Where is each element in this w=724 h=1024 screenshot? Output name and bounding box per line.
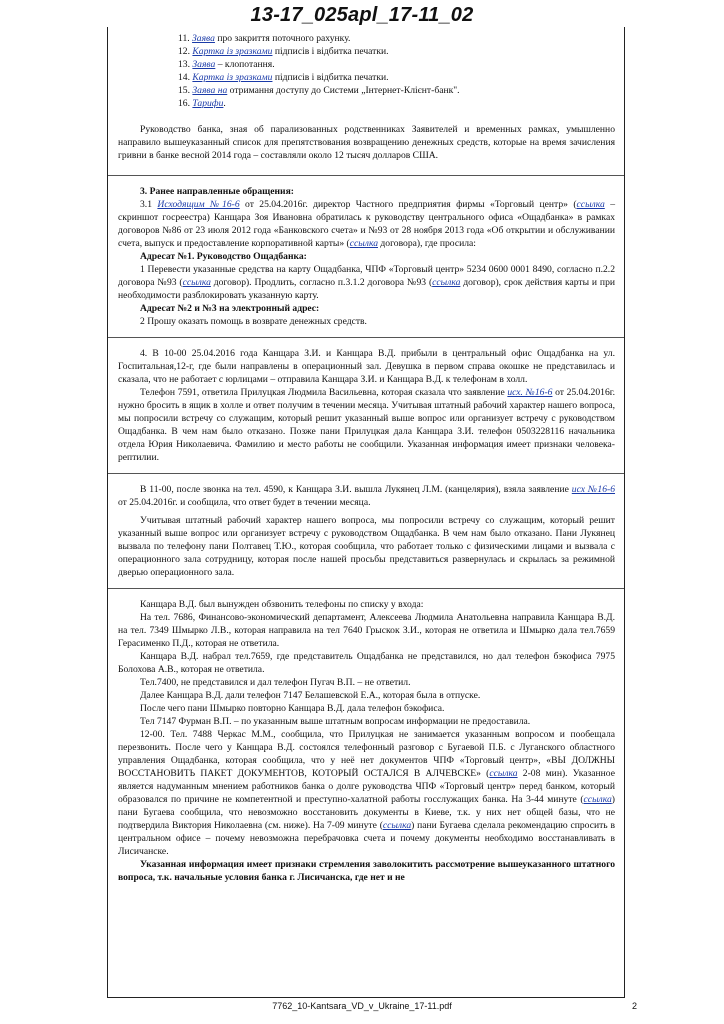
addressee-1: Адресат №1. Руководство Ощадбанка:	[140, 251, 307, 262]
list-item-number: 15.	[178, 85, 190, 96]
section4-paragraph-4: Учитывая штатный рабочий характер нашего вопроса, мы попросили встречу со служащим, который решит указанный выше вопрос или организует встречу с руководством Ощадбанка. В чем нам было отказано. Пани Лукянец вызвала по телефону пани Полтавец Т.Ю., которая сообщила, что работает только с физическими лицами и вызвала с операционного зала сотрудницу, которая после нашей просьбы представиться развернулась и скрылась за режимной дверью операционного зала.	[118, 515, 615, 578]
section3-paragraph-1: 3.1 Исходящим №16-6 от 25.04.2016г. директор Частного предприятия фирмы «Торговый центр» (ссылка – скриншот госреестра) Канщара Зоя Ивановна обратилась к руководству центрального офиса «Ощадбанка» в рамках договоров №86 от 23 июля 2012 года «Банковского счета» и №93 от 28 ноября 2013 года «Об открытии и обслуживании счета, выпуск и предоставление корпоративной карты» (ссылка договора), где просила:	[118, 199, 615, 249]
audio-link-2-08[interactable]: ссылка	[489, 768, 518, 779]
list-item-link[interactable]: Заява	[192, 33, 215, 44]
outgoing-16-6-link[interactable]: исх. №16-6	[507, 387, 553, 398]
list-item-text: про закриття поточного рахунку.	[214, 33, 351, 44]
audio-link-7-09[interactable]: ссылка	[382, 820, 412, 831]
page-frame	[107, 27, 625, 998]
list-item-text: підписів і відбитка печатки.	[272, 46, 389, 57]
list-item-number: 12.	[178, 46, 190, 57]
section4-paragraph-2: Телефон 7591, ответила Прилуцкая Людмила Васильевна, которая сказала что заявление исх. №16-6 от 25.04.2016г. нужно бросить в ящик в холле и ответ получим в течении месяца. Учитывая штатный рабочий характер нашего вопроса, мы попросили встречу со служащим, который решит указанный выше вопрос или организует встречу с руководством Ощадбанка. В чем нам было отказано. Позже пани Прилуцкая дала Канщара З.И. телефон 0503228116 начальника отдела Юрия Николаевича. Фамилию и место работы не сообщили. Указанная информация имеет признаки человека-рептилии.	[118, 387, 615, 463]
section-divider	[108, 337, 624, 338]
contract-93-link-2[interactable]: ссылка	[432, 277, 461, 288]
outgoing-16-6-link[interactable]: Исходящим №16-6	[157, 199, 240, 210]
list-item	[118, 84, 615, 97]
list-item-number: 11.	[178, 33, 190, 44]
list-item-link[interactable]: Картка із зразками	[192, 46, 273, 57]
section4-paragraph-7: Канщара В.Д. набрал тел.7659, где представитель Ощадбанка не представился, но дал телефон бэкофиса 7975 Болохова А.В., которая не ответила.	[118, 651, 615, 675]
section4-paragraph-6: На тел. 7686, Финансово-экономический департамент, Алексеева Людмила Анатольевна направила Канщара В.Д. на тел. 7349 Шмырко Л.В., которая направила на тел 7640 Грыскок З.И., которая не ответила и Шмырко дала тел.7659 Герасименко П.Д., которая не ответила.	[118, 612, 615, 649]
document-title: 13-17_025apl_17-11_02	[250, 4, 474, 26]
list-item-number: 13.	[178, 59, 190, 70]
section-divider	[108, 588, 624, 589]
list-item-text: підписів і відбитка печатки.	[272, 72, 389, 83]
section4-paragraph-12: 12-00. Тел. 7488 Черкас М.М., сообщила, что Прилуцкая не занимается указанным вопросом и пообещала перезвонить. После чего у Канщара В.Д. состоялся телефонный разговор с Бугаевой П.Б. с Луганского областного управления Ощадбанка, которая сообщила, что у неё нет документов ЧПФ «Торговый центр», «ВЫ ДОЛЖНЫ ВОССТАНОВИТЬ ПАКЕТ ДОКУМЕНТОВ, КОТОРЫЙ ОСТАЛСЯ В АЛЧЕВСКЕ» (ссылка 2-08 мин). Указанное является надуманным мнением работников банка о долге руководства ЧПФ «Торговый центр» перед банком, который образовался по причине не компетентной и преступно-халатной работы госслужащих банка. На 3-44 минуте (ссылка) пани Бугаева сообщила, что невозможно восстановить документы в Киеве, т.к. у них нет общей базы, что не подтвердила Виктория Николаевна (см. ниже). На 7-09 минуте (ссылка) пани Бугаева сделала рекомендацию спросить в центральном офисе – почему невозможна перебрачовка счета и почему документы необходимо восстанавливать в Лисичанске.	[118, 729, 615, 857]
outgoing-16-6-link[interactable]: исх №16-6	[571, 484, 616, 495]
registry-screenshot-link[interactable]: ссылка	[576, 199, 605, 210]
attachments-list	[118, 32, 615, 110]
list-item	[118, 97, 615, 110]
section4-paragraph-10: После чего пани Шмырко повторно Канщара В.Д. дала телефон бэкофиса.	[140, 703, 445, 714]
page-number: 2	[632, 1001, 638, 1011]
intro-paragraph: Руководство банка, зная об парализованных родственниках Заявителей и временных рамках, умышленно направило вышеуказанный список для препятствования возвращению денежных средств, которые на время зачисления гривни в банке весной 2014 года – составляли около 12 тысяч долларов США.	[118, 124, 615, 161]
section-divider	[108, 473, 624, 474]
list-item	[118, 58, 615, 71]
contract-link[interactable]: ссылка	[349, 238, 378, 249]
section4-paragraph-1: 4. В 10-00 25.04.2016 года Канщара З.И. и Канщара В.Д. прибыли в центральный офис Ощадбанка на ул. Госпитальная,12-г, где были направлены в операционный зал. Девушка в первом справа окошке не представилась и сказала, что не работает с юрлицами – отправила Канщара З.И. и Канщара В.Д. к телефонам в холл.	[118, 348, 615, 385]
list-item-link[interactable]: Картка із зразками	[192, 72, 273, 83]
section4-paragraph-9: Далее Канщара В.Д. дали телефон 7147 Белашевской Е.А., которая была в отпуске.	[140, 690, 481, 701]
list-item	[118, 71, 615, 84]
section4-paragraph-3: В 11-00, после звонка на тел. 4590, к Канщара З.И. вышла Лукянец Л.М. (канцелярия), взяла заявление исх №16-6 от 25.04.2016г. и сообщила, что ответ будет в течении месяца.	[118, 484, 616, 508]
list-item	[118, 45, 615, 58]
list-item	[118, 32, 615, 45]
list-item-number: 16.	[178, 98, 190, 109]
list-item-text: – клопотання.	[215, 59, 275, 70]
addressee-2-3: Адресат №2 и №3 на электронный адрес:	[140, 303, 320, 314]
section3-paragraph-2: 1 Перевести указанные средства на карту Ощадбанка, ЧПФ «Торговый центр» 5234 0600 0001 8490, согласно п.2.2 договора №93 (ссылка договор). Продлить, согласно п.3.1.2 договора №93 (ссылка договор), срок действия карты и при необходимости разблокировать указанную карту.	[118, 264, 616, 301]
list-item-link[interactable]: Заява на	[192, 85, 228, 96]
section3-heading: 3. Ранее направленные обращения:	[140, 186, 294, 197]
footer-filename: 7762_10-Kantsara_VD_v_Ukraine_17-11.pdf	[272, 1001, 452, 1011]
document-body	[108, 27, 624, 884]
list-item-number: 14.	[178, 72, 190, 83]
list-item-link[interactable]: Тарифи	[192, 98, 224, 109]
section4-paragraph-5: Канщара В.Д. был вынужден обзвонить телефоны по списку у входа:	[140, 599, 424, 610]
contract-93-link[interactable]: ссылка	[182, 277, 211, 288]
list-item-text: отримання доступу до Системи „Інтернет-Клієнт-банк".	[227, 85, 460, 96]
list-item-text: .	[223, 98, 226, 109]
section-divider	[108, 175, 624, 176]
section4-paragraph-13: Указанная информация имеет признаки стремления заволокитить рассмотрение вышеуказанного штатного вопроса, т.к. начальные условия банка г. Лисичанска, где нет и не	[118, 859, 615, 883]
audio-link-3-44[interactable]: ссылка	[583, 794, 612, 805]
section4-paragraph-11: Тел 7147 Фурман В.П. – по указанным выше штатным вопросам информации не предоставила.	[140, 716, 531, 727]
list-item-link[interactable]: Заява	[192, 59, 216, 70]
section3-paragraph-3: 2 Прошу оказать помощь в возврате денежных средств.	[140, 316, 367, 327]
section4-paragraph-8: Тел.7400, не представился и дал телефон Пугач В.П. – не ответил.	[140, 677, 411, 688]
